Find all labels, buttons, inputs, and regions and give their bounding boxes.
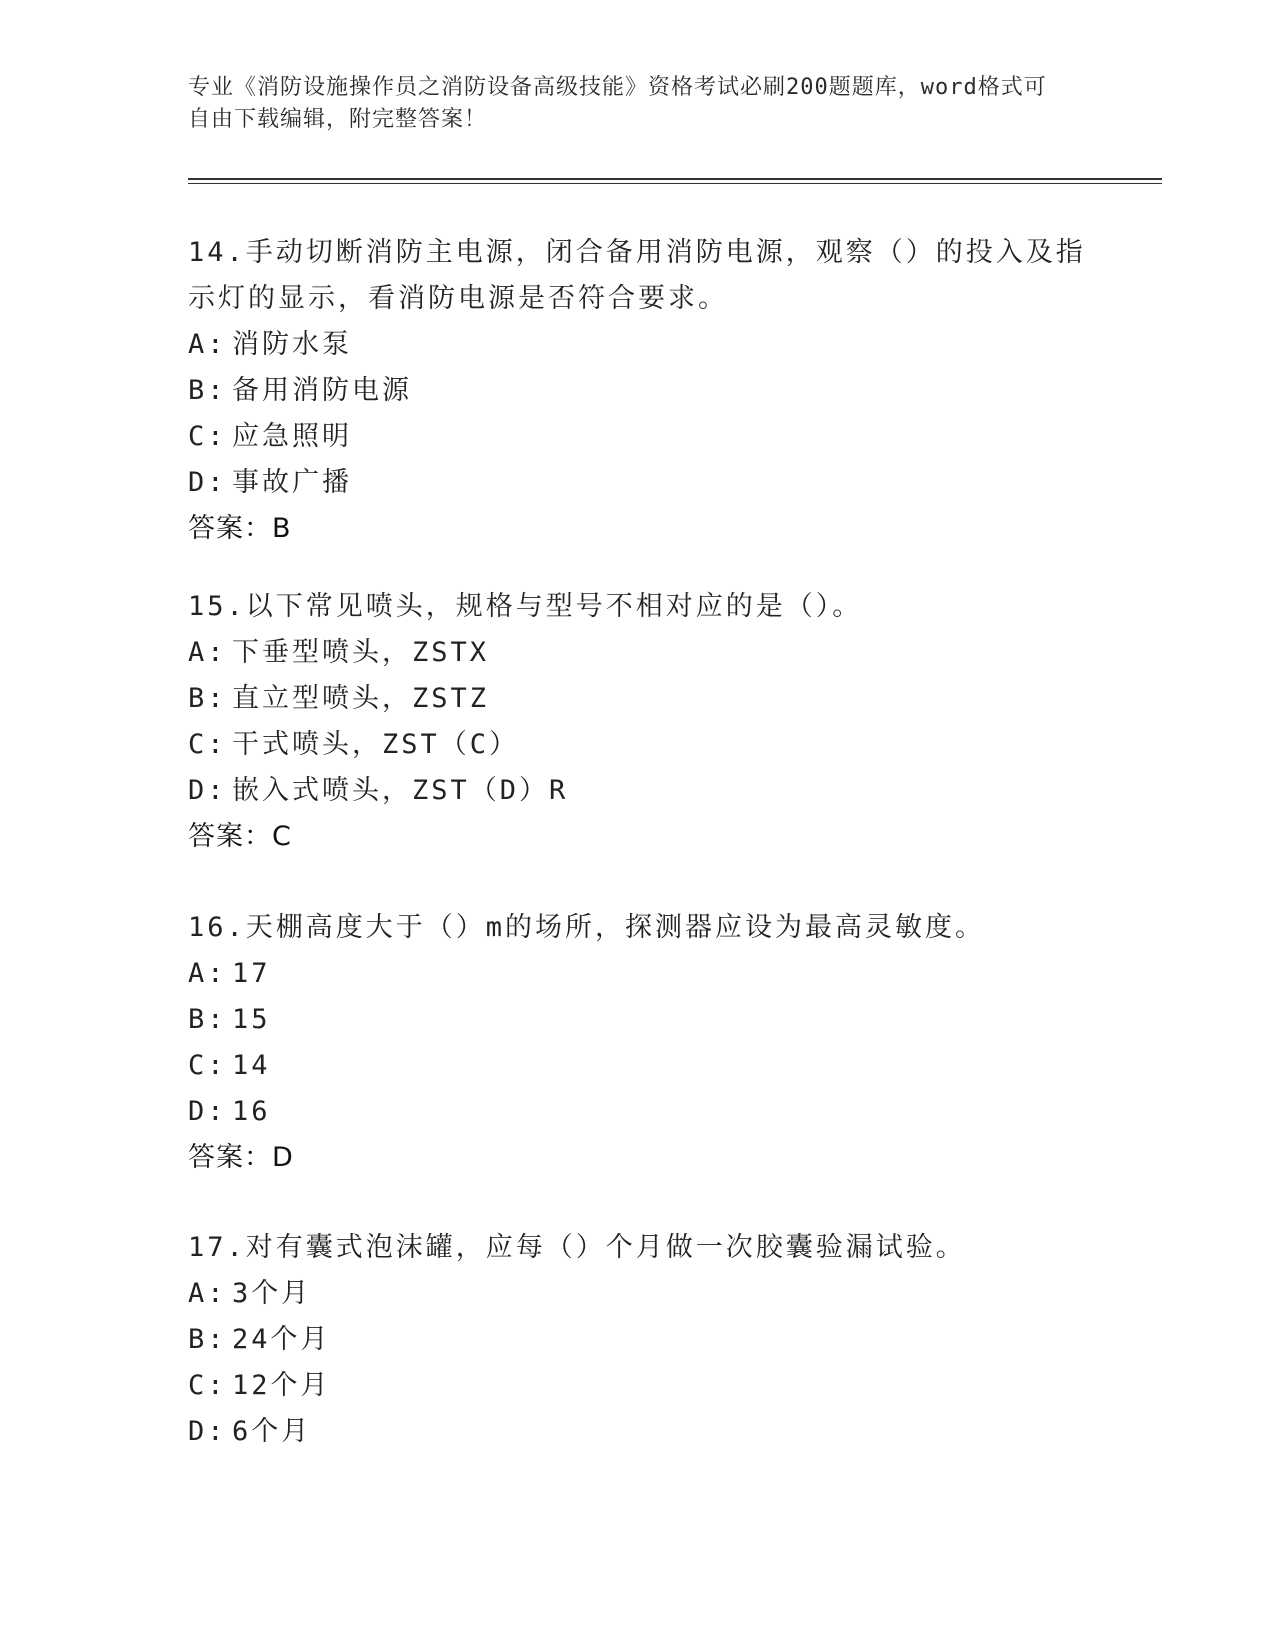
option-letter: D: bbox=[188, 1416, 227, 1447]
option-a bbox=[188, 322, 1088, 368]
question-stem: 14.手动切断消防主电源，闭合备用消防电源，观察（）的投入及指示灯的显示，看消防电源是否符合要求。 bbox=[188, 237, 1086, 314]
question-stem: 16.天棚高度大于（）m的场所，探测器应设为最高灵敏度。 bbox=[188, 912, 986, 943]
option-letter: A: bbox=[188, 1278, 227, 1309]
option-letter: C: bbox=[188, 1370, 227, 1401]
answer-line: 答案：C bbox=[188, 821, 292, 852]
option-text: 消防水泵 bbox=[232, 329, 352, 360]
option-letter: C: bbox=[188, 1050, 227, 1081]
option-letter: B: bbox=[188, 1004, 227, 1035]
header-rule-thin bbox=[188, 183, 1162, 184]
option-b bbox=[188, 368, 1088, 414]
option-letter: C: bbox=[188, 421, 227, 452]
option-letter: D: bbox=[188, 467, 227, 498]
option-text: 应急照明 bbox=[232, 421, 352, 452]
option-text: 6个月 bbox=[232, 1416, 312, 1447]
option-b bbox=[188, 997, 1088, 1043]
option-text: 干式喷头，ZST（C） bbox=[232, 729, 520, 760]
option-letter: B: bbox=[188, 1324, 227, 1355]
option-c bbox=[188, 1363, 1088, 1409]
question-14 bbox=[188, 230, 1088, 552]
option-letter: D: bbox=[188, 1096, 227, 1127]
option-letter: D: bbox=[188, 775, 227, 806]
option-c bbox=[188, 414, 1088, 460]
option-a bbox=[188, 630, 1088, 676]
option-text: 14 bbox=[232, 1050, 271, 1081]
option-text: 24个月 bbox=[232, 1324, 331, 1355]
option-c bbox=[188, 722, 1088, 768]
answer-line: 答案：D bbox=[188, 1142, 294, 1173]
option-letter: C: bbox=[188, 729, 227, 760]
option-text: 备用消防电源 bbox=[232, 375, 412, 406]
option-text: 17 bbox=[232, 958, 271, 989]
option-text: 3个月 bbox=[232, 1278, 312, 1309]
answer-line: 答案：B bbox=[188, 513, 292, 544]
option-d bbox=[188, 768, 1088, 814]
option-b bbox=[188, 676, 1088, 722]
option-text: 15 bbox=[232, 1004, 271, 1035]
question-16 bbox=[188, 905, 1088, 1181]
option-b bbox=[188, 1317, 1088, 1363]
option-d bbox=[188, 1089, 1088, 1135]
option-letter: A: bbox=[188, 637, 227, 668]
question-17 bbox=[188, 1225, 1088, 1455]
option-d bbox=[188, 1409, 1088, 1455]
header-rule-thick bbox=[188, 178, 1162, 180]
option-c bbox=[188, 1043, 1088, 1089]
option-letter: B: bbox=[188, 683, 227, 714]
option-text: 16 bbox=[232, 1096, 271, 1127]
question-stem: 15.以下常见喷头，规格与型号不相对应的是（）。 bbox=[188, 591, 863, 622]
option-text: 嵌入式喷头，ZST（D）R bbox=[232, 775, 569, 806]
question-stem: 17.对有囊式泡沫罐，应每（）个月做一次胶囊验漏试验。 bbox=[188, 1232, 966, 1263]
option-a bbox=[188, 951, 1088, 997]
question-15 bbox=[188, 584, 1088, 860]
option-text: 12个月 bbox=[232, 1370, 331, 1401]
option-text: 直立型喷头，ZSTZ bbox=[232, 683, 490, 714]
option-letter: B: bbox=[188, 375, 227, 406]
option-letter: A: bbox=[188, 329, 227, 360]
option-text: 下垂型喷头，ZSTX bbox=[232, 637, 490, 668]
option-d bbox=[188, 460, 1088, 506]
option-letter: A: bbox=[188, 958, 227, 989]
document-header: 专业《消防设施操作员之消防设备高级技能》资格考试必刷200题题库，word格式可自由下载编辑，附完整答案！ bbox=[188, 75, 1047, 132]
option-a bbox=[188, 1271, 1088, 1317]
option-text: 事故广播 bbox=[232, 467, 352, 498]
